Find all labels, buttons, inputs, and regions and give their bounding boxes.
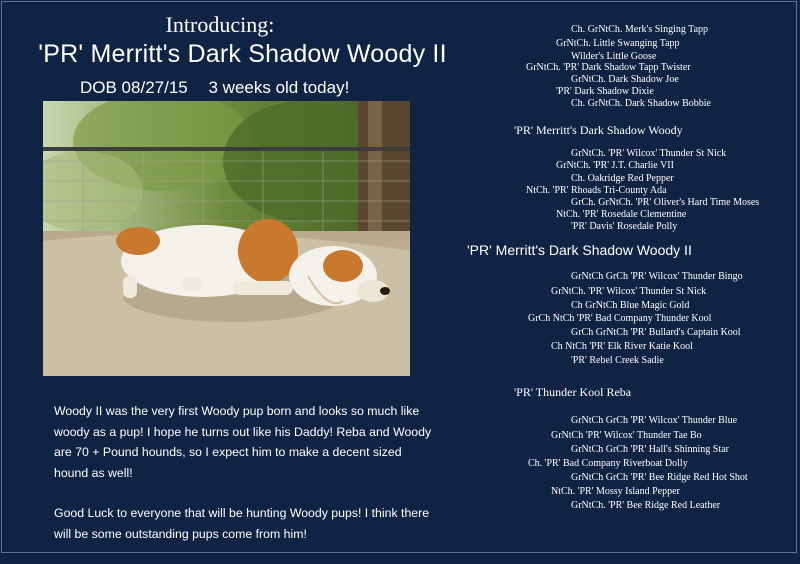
pedigree-entry: Ch. GrNtCh. Dark Shadow Bobbie <box>571 98 711 109</box>
pedigree-entry: GrNtCh GrCh 'PR' Wilcox' Thunder Blue <box>571 415 738 426</box>
story-paragraph-2: Good Luck to everyone that will be hunting Woody pups! I think there will be some outstanding pups come from him! <box>54 506 430 541</box>
birth-info <box>80 78 349 98</box>
pedigree-entry: GrNtCh. 'PR' Wilcox' Thunder St Nick <box>571 148 727 159</box>
pedigree-entry: GrNtCh GrCh 'PR' Hall's Shinning Star <box>571 444 729 455</box>
pedigree-entry: NtCh. 'PR' Mossy Island Pepper <box>551 486 680 497</box>
puppy-photo <box>43 101 410 376</box>
pedigree-entry: GrNtCh. 'PR' Bee Ridge Red Leather <box>571 500 721 511</box>
pedigree-entry: GrCh NtCh 'PR' Bad Company Thunder Kool <box>528 313 712 324</box>
pedigree-entry: NtCh. 'PR' Rosedale Clementine <box>556 209 687 220</box>
dob-text: DOB 08/27/15 <box>80 78 188 97</box>
pedigree-entry: 'PR' Davis' Rosedale Polly <box>571 221 678 232</box>
pedigree-entry: Ch. GrNtCh. Merk's Singing Tapp <box>571 24 709 35</box>
pedigree-entry: 'PR' Dark Shadow Dixie <box>556 86 654 97</box>
pedigree-entry: NtCh. 'PR' Rhoads Tri-County Ada <box>526 185 667 196</box>
pedigree-entry: Ch NtCh 'PR' Elk River Katie Kool <box>551 341 693 352</box>
pedigree-entry: GrCh. GrNtCh. 'PR' Oliver's Hard Time Moses <box>571 197 760 208</box>
pedigree-entry: Ch. Oakridge Red Pepper <box>571 173 674 184</box>
pedigree-entry: GrNtCh GrCh 'PR' Bee Ridge Red Hot Shot <box>571 472 748 483</box>
pedigree-entry: GrNtCh. 'PR' Dark Shadow Tapp Twister <box>526 62 691 73</box>
pedigree-entry: Wilder's Little Goose <box>571 51 657 62</box>
story-text <box>54 401 434 564</box>
pedigree-entry: GrNtCh. 'PR' J.T. Charlie VII <box>556 160 674 171</box>
pedigree-entry: GrNtCh GrCh 'PR' Wilcox' Thunder Bingo <box>571 271 743 282</box>
pedigree-dam: 'PR' Thunder Kool Reba <box>514 385 632 399</box>
story-paragraph-1: Woody II was the very first Woody pup born and looks so much like woody as a pup! I hope he turns out like his Daddy! Reba and Woody are 70 + Pound hounds, so I expect him to make a decent sized hound as well! <box>54 404 432 480</box>
pedigree-entry: GrCh GrNtCh 'PR' Bullard's Captain Kool <box>571 327 741 338</box>
pedigree-entry: GrNtCh. Dark Shadow Joe <box>571 74 679 85</box>
pedigree-subject: 'PR' Merritt's Dark Shadow Woody II <box>467 242 692 258</box>
pedigree-sire: 'PR' Merritt's Dark Shadow Woody <box>514 123 683 137</box>
pedigree-entry: Ch. 'PR' Bad Company Riverboat Dolly <box>528 458 688 469</box>
pedigree-entry: GrNtCh. 'PR' Wilcox' Thunder St Nick <box>551 286 707 297</box>
age-text: 3 weeks old today! <box>208 78 350 97</box>
pedigree-entry: 'PR' Rebel Creek Sadie <box>571 355 664 366</box>
intro-heading: Introducing: <box>165 12 275 37</box>
pedigree-entry: Ch GrNtCh Blue Magic Gold <box>571 300 690 311</box>
pedigree-entry: GrNtCh 'PR' Wilcox' Thunder Tae Bo <box>551 430 702 441</box>
pedigree-entry: GrNtCh. Little Swanging Tapp <box>556 38 680 49</box>
page-title: 'PR' Merritt's Dark Shadow Woody II <box>38 40 447 68</box>
